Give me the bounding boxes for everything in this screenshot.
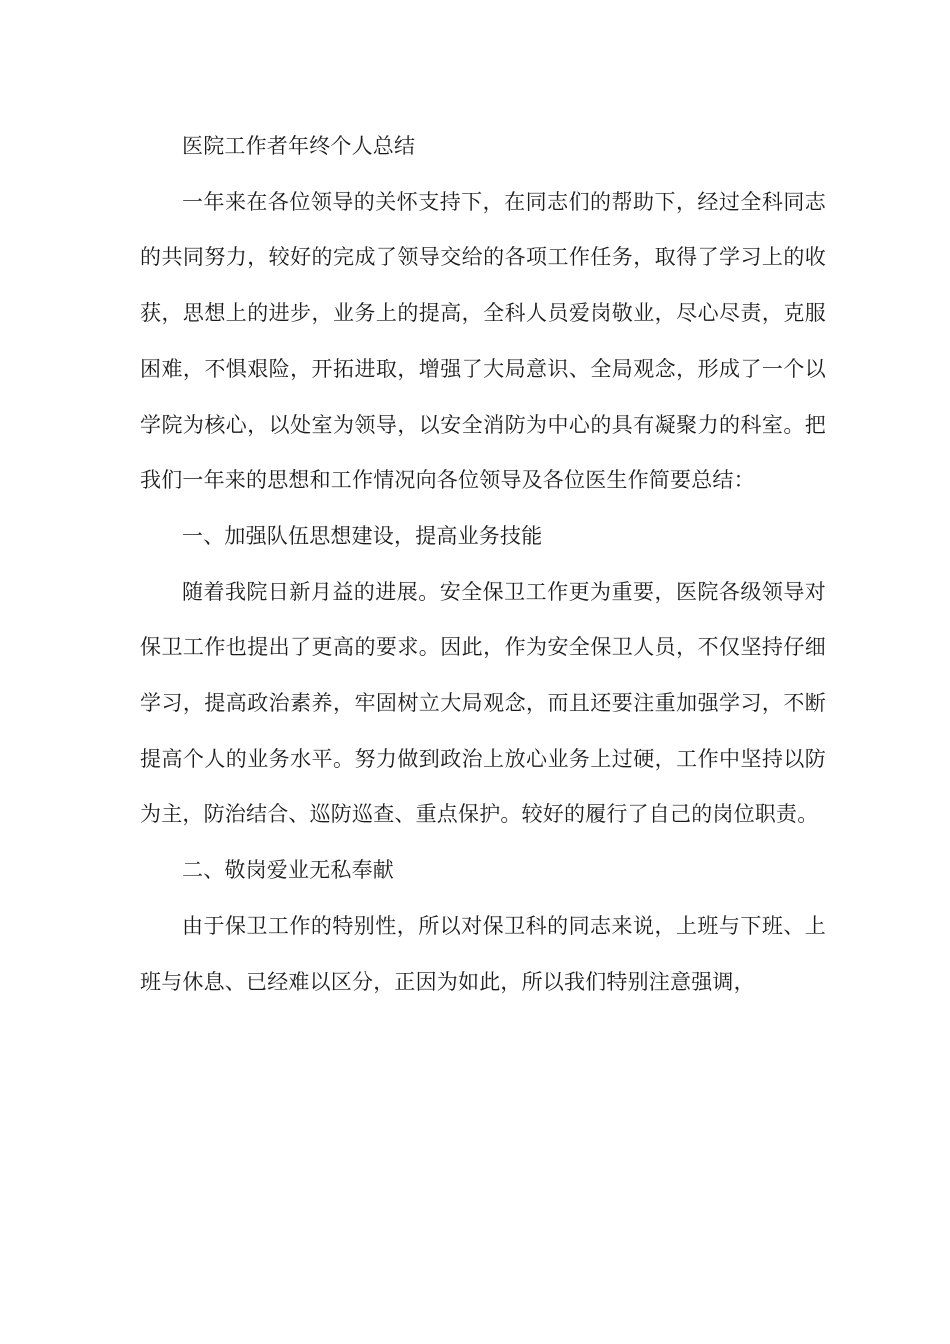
section-heading-1: 一、加强队伍思想建设，提高业务技能 (182, 523, 543, 548)
section-heading-2: 二、敬岗爱业无私奉献 (182, 858, 394, 883)
document-title: 医院工作者年终个人总结 (182, 134, 416, 158)
document-body (140, 119, 826, 1010)
paragraph-section-2: 由于保卫工作的特别性，所以对保卫科的同志来说，上班与下班、上班与休息、已经难以区分，正因为如此，所以我们特别注意强调， (140, 913, 826, 994)
paragraph-intro: 一年来在各位领导的关怀支持下，在同志们的帮助下，经过全科同志的共同努力，较好的完成了领导交给的各项工作任务，取得了学习上的收获，思想上的进步，业务上的提高，全科人员爱岗敬业，尽心尽责，克服困难，不惧艰险，开拓进取，增强了大局意识、全局观念，形成了一个以学院为核心，以处室为领导，以安全消防为中心的具有凝聚力的科室。把我们一年来的思想和工作情况向各位领导及各位医生作简要总结： (140, 189, 826, 493)
paragraph-section-1: 随着我院日新月益的进展。安全保卫工作更为重要，医院各级领导对保卫工作也提出了更高的要求。因此，作为安全保卫人员，不仅坚持仔细学习，提高政治素养，牢固树立大局观念，而且还要注重加强学习，不断提高个人的业务水平。努力做到政治上放心业务上过硬，工作中坚持以防为主，防治结合、巡防巡查、重点保护。较好的履行了自己的岗位职责。 (140, 579, 826, 827)
